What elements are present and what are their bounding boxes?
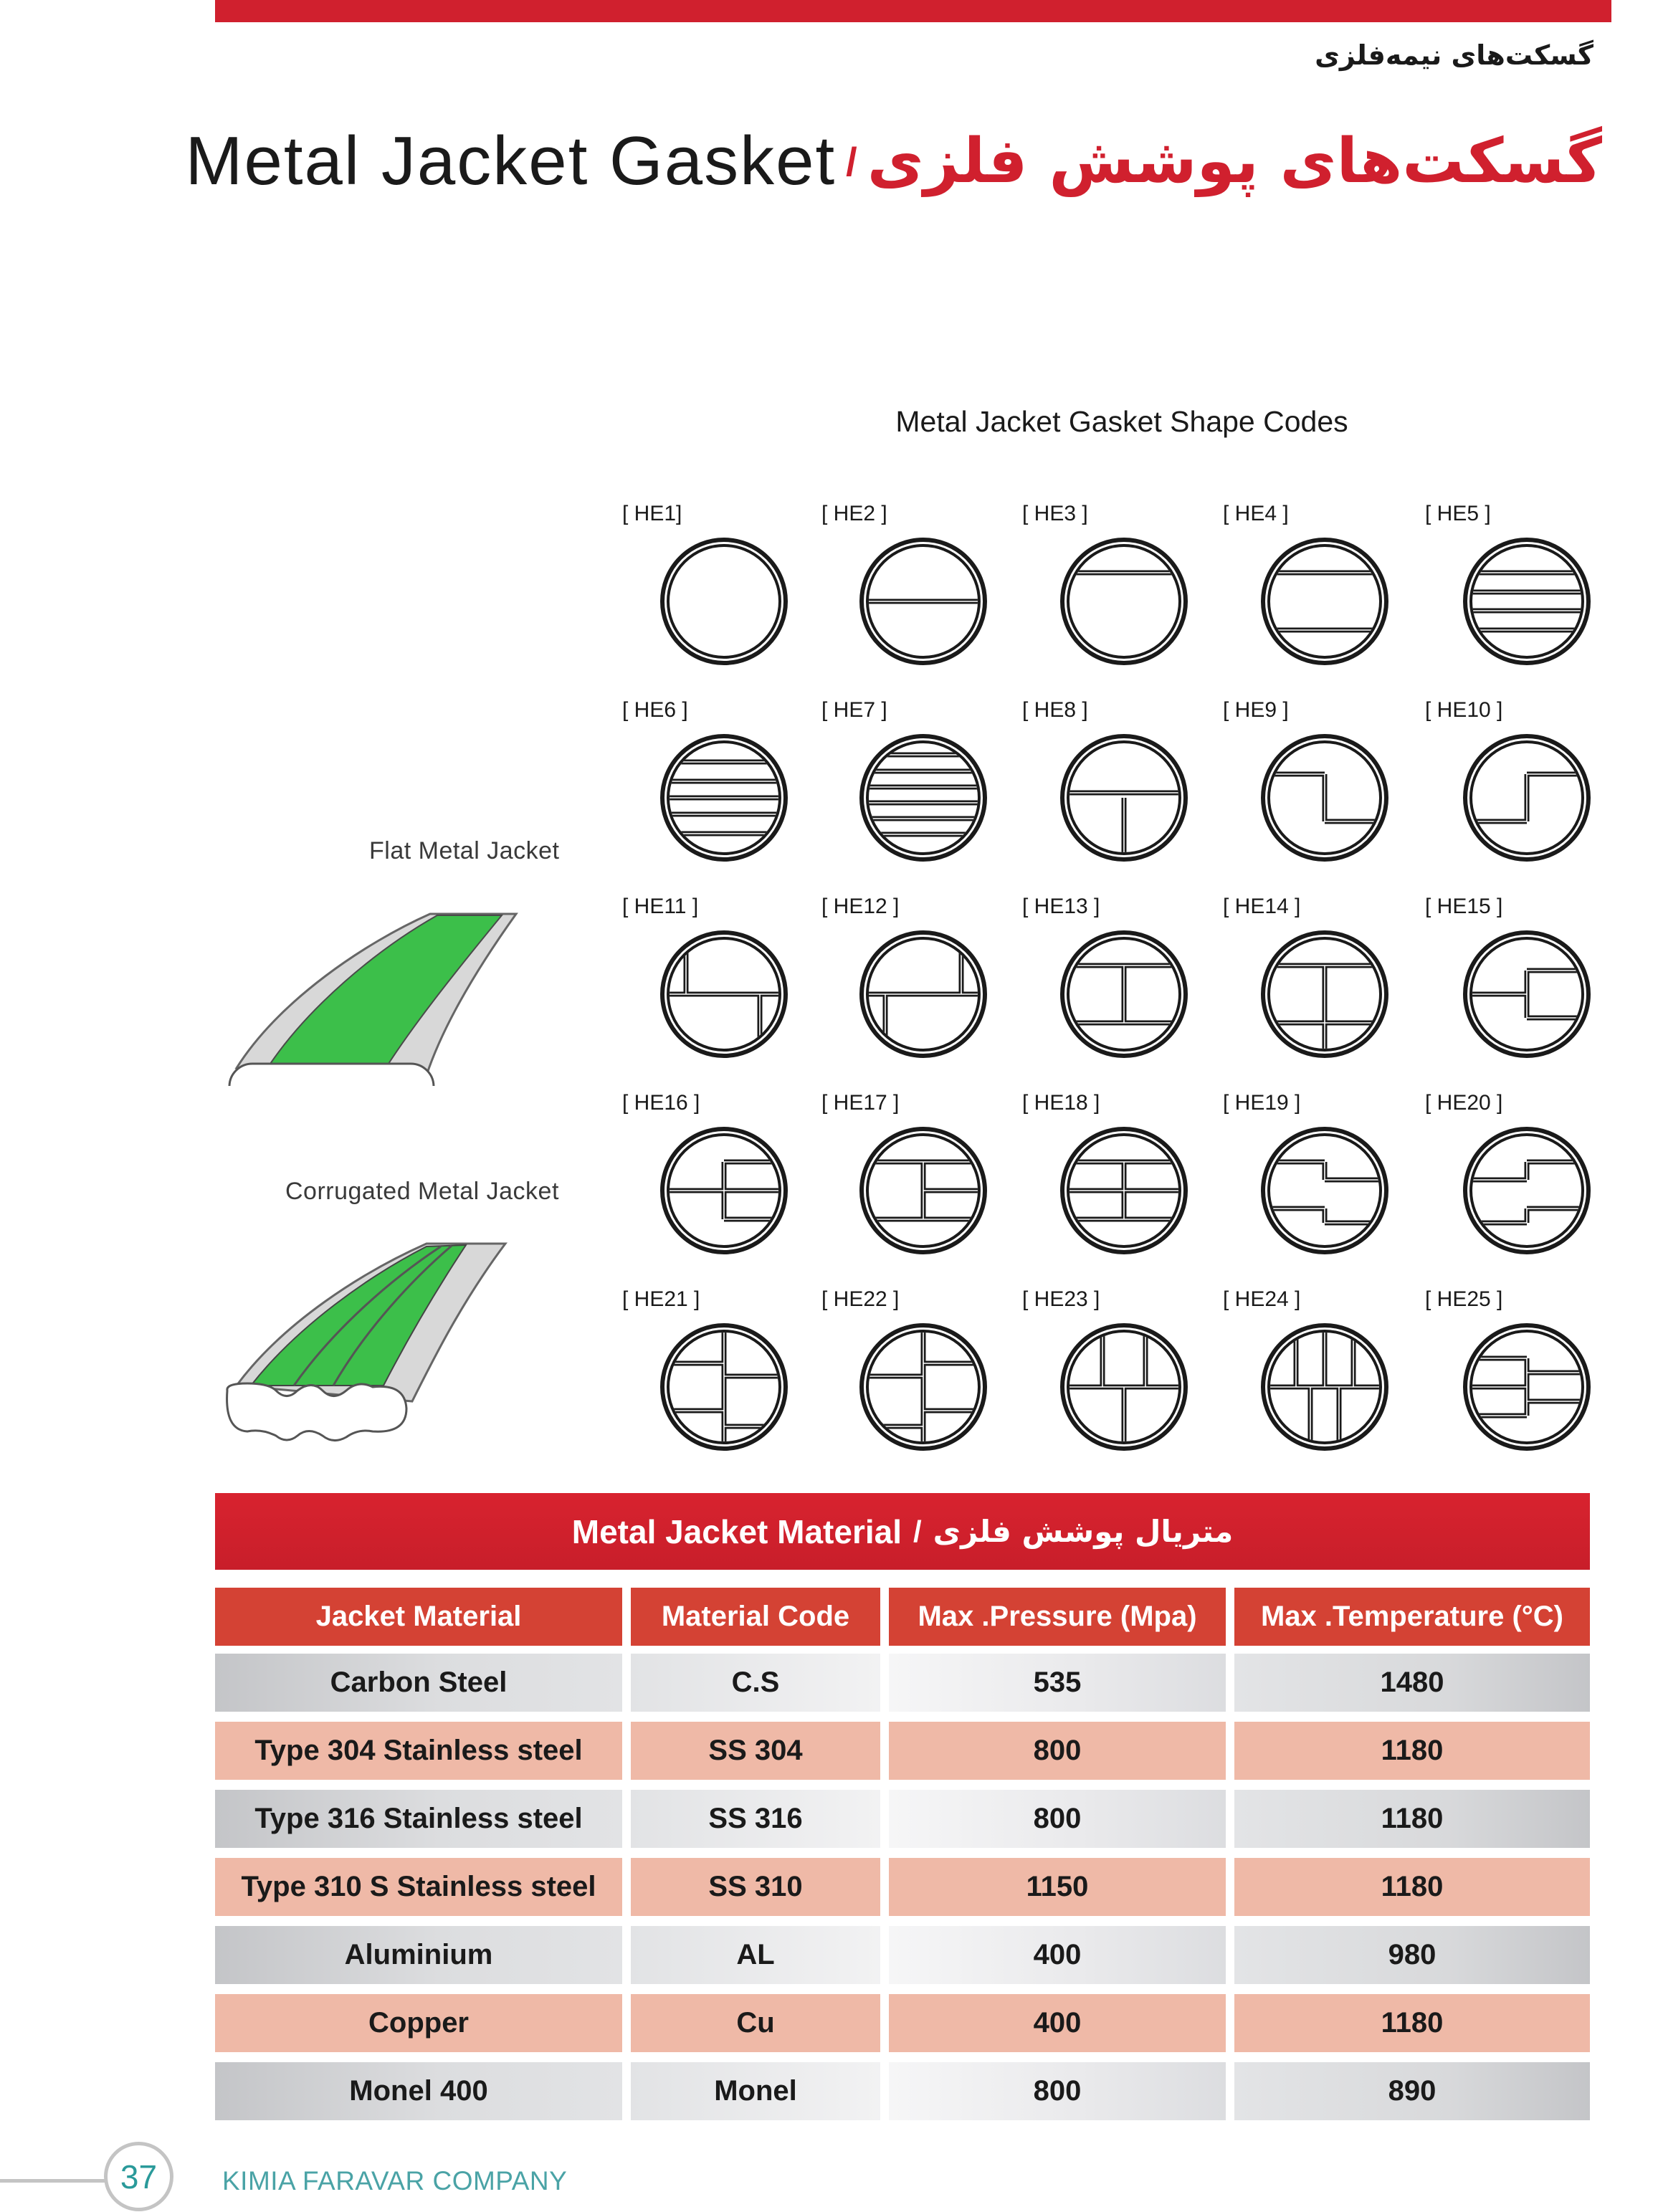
shape-codes-grid [616, 502, 1620, 1469]
gasket-cross-section-icon [1257, 1319, 1393, 1455]
materials-title-english: Metal Jacket Material [571, 1512, 902, 1550]
table-row [215, 1654, 1590, 1712]
gasket-cross-section-icon [1459, 730, 1595, 866]
table-row [215, 1926, 1590, 1984]
shape-code-cell [616, 1287, 817, 1484]
shape-codes-title: Metal Jacket Gasket Shape Codes [895, 405, 1348, 438]
cell-max-pressure: 400 [889, 1926, 1226, 1984]
shape-code-label: [ HE14 ] [1223, 895, 1301, 918]
shape-code-cell [616, 895, 817, 1091]
cell-max-temperature: 1180 [1234, 1994, 1590, 2052]
cell-max-pressure: 400 [889, 1994, 1226, 2052]
gasket-cross-section-icon [656, 1319, 792, 1455]
shape-code-cell [1016, 1287, 1217, 1484]
gasket-cross-section-icon [1257, 926, 1393, 1062]
shape-code-cell [1419, 1091, 1620, 1287]
flat-metal-jacket-illustration [222, 900, 538, 1086]
shape-code-cell [1217, 1287, 1418, 1484]
page-title-english: Metal Jacket Gasket [185, 123, 837, 199]
cell-max-pressure: 535 [889, 1654, 1226, 1712]
gasket-cross-section-icon [855, 1122, 991, 1259]
shape-code-label: [ HE9 ] [1223, 698, 1289, 722]
gasket-cross-section-icon [1459, 533, 1595, 669]
top-accent-bar [215, 0, 1611, 22]
shape-code-label: [ HE18 ] [1022, 1091, 1100, 1115]
table-row [215, 2062, 1590, 2120]
gasket-cross-section-icon [855, 533, 991, 669]
gasket-cross-section-icon [1056, 730, 1192, 866]
gasket-cross-section-icon [1257, 730, 1393, 866]
cell-jacket-material: Type 310 S Stainless steel [215, 1858, 622, 1916]
shape-code-label: [ HE25 ] [1425, 1287, 1503, 1311]
cell-material-code: Monel [631, 2062, 880, 2120]
gasket-cross-section-icon [1056, 1319, 1192, 1455]
shape-code-label: [ HE19 ] [1223, 1091, 1301, 1115]
shape-code-label: [ HE15 ] [1425, 895, 1503, 918]
table-row [215, 1722, 1590, 1780]
shape-code-label: [ HE13 ] [1022, 895, 1100, 918]
shape-code-label: [ HE3 ] [1022, 502, 1088, 525]
shape-code-cell [616, 502, 817, 698]
cell-jacket-material: Monel 400 [215, 2062, 622, 2120]
cell-max-temperature: 890 [1234, 2062, 1590, 2120]
shape-code-cell [816, 1287, 1016, 1484]
cell-max-temperature: 1180 [1234, 1790, 1590, 1848]
shape-code-label: [ HE10 ] [1425, 698, 1503, 722]
gasket-cross-section-icon [855, 730, 991, 866]
gasket-cross-section-icon [1459, 926, 1595, 1062]
page-title-persian: گسکت‌های پوشش فلزی [867, 125, 1602, 197]
materials-title-persian: متریال پوشش فلزی [933, 1514, 1234, 1549]
shape-code-label: [ HE21 ] [622, 1287, 700, 1311]
cell-jacket-material: Type 304 Stainless steel [215, 1722, 622, 1780]
shape-code-label: [ HE4 ] [1223, 502, 1289, 525]
shape-code-label: [ HE6 ] [622, 698, 688, 722]
table-row [215, 1994, 1590, 2052]
gasket-cross-section-icon [1056, 926, 1192, 1062]
page-title [185, 118, 1602, 204]
shape-code-cell [616, 1091, 817, 1287]
table-row [215, 1790, 1590, 1848]
flat-jacket-label: Flat Metal Jacket [369, 837, 560, 864]
shape-code-cell [1419, 502, 1620, 698]
column-header-max-temperature: Max .Temperature (°C) [1234, 1588, 1590, 1646]
table-header-row [215, 1588, 1590, 1646]
cell-material-code: AL [631, 1926, 880, 1984]
shape-code-cell [816, 698, 1016, 895]
cell-max-pressure: 800 [889, 1790, 1226, 1848]
shape-code-label: [ HE7 ] [821, 698, 887, 722]
cell-max-temperature: 1180 [1234, 1722, 1590, 1780]
corrugated-metal-jacket-illustration [219, 1236, 520, 1444]
shape-code-cell [1217, 895, 1418, 1091]
shape-code-cell [1419, 895, 1620, 1091]
shape-code-label: [ HE5 ] [1425, 502, 1491, 525]
cell-max-temperature: 1480 [1234, 1654, 1590, 1712]
shape-code-label: [ HE8 ] [1022, 698, 1088, 722]
gasket-cross-section-icon [1257, 1122, 1393, 1259]
column-header-jacket-material: Jacket Material [215, 1588, 622, 1646]
shape-code-cell [1217, 1091, 1418, 1287]
corrugated-jacket-label: Corrugated Metal Jacket [285, 1178, 559, 1205]
gasket-cross-section-icon [1056, 1122, 1192, 1259]
shape-code-cell [1217, 502, 1418, 698]
shape-code-cell [816, 1091, 1016, 1287]
cell-material-code: SS 310 [631, 1858, 880, 1916]
cell-material-code: SS 316 [631, 1790, 880, 1848]
shape-code-cell [616, 698, 817, 895]
shape-code-cell [816, 895, 1016, 1091]
shape-code-cell [1419, 698, 1620, 895]
materials-title-separator: / [913, 1514, 922, 1548]
cell-max-pressure: 800 [889, 2062, 1226, 2120]
shape-code-label: [ HE23 ] [1022, 1287, 1100, 1311]
gasket-cross-section-icon [855, 926, 991, 1062]
materials-table-title [215, 1493, 1590, 1570]
company-name: KIMIA FARAVAR COMPANY [222, 2166, 568, 2196]
shape-code-label: [ HE20 ] [1425, 1091, 1503, 1115]
cell-max-pressure: 1150 [889, 1858, 1226, 1916]
shape-code-cell [1217, 698, 1418, 895]
gasket-cross-section-icon [656, 533, 792, 669]
gasket-cross-section-icon [656, 926, 792, 1062]
shape-code-label: [ HE17 ] [821, 1091, 900, 1115]
page-number: 37 [104, 2142, 173, 2211]
cell-material-code: Cu [631, 1994, 880, 2052]
cell-material-code: SS 304 [631, 1722, 880, 1780]
shape-code-label: [ HE16 ] [622, 1091, 700, 1115]
cell-max-temperature: 1180 [1234, 1858, 1590, 1916]
shape-code-label: [ HE2 ] [821, 502, 887, 525]
shape-code-label: [ HE11 ] [622, 895, 699, 918]
gasket-cross-section-icon [1056, 533, 1192, 669]
gasket-cross-section-icon [1459, 1122, 1595, 1259]
gasket-cross-section-icon [1257, 533, 1393, 669]
shape-code-cell [1016, 895, 1217, 1091]
cell-jacket-material: Aluminium [215, 1926, 622, 1984]
shape-code-cell [1016, 1091, 1217, 1287]
cell-max-pressure: 800 [889, 1722, 1226, 1780]
gasket-cross-section-icon [1459, 1319, 1595, 1455]
cell-jacket-material: Copper [215, 1994, 622, 2052]
cell-jacket-material: Type 316 Stainless steel [215, 1790, 622, 1848]
section-label: گسکت‌های نیمه‌فلزی [1315, 39, 1593, 71]
footer-line [0, 2179, 106, 2183]
shape-code-cell [1419, 1287, 1620, 1484]
table-row [215, 1858, 1590, 1916]
column-header-material-code: Material Code [631, 1588, 880, 1646]
shape-code-label: [ HE24 ] [1223, 1287, 1301, 1311]
shape-code-label: [ HE12 ] [821, 895, 900, 918]
column-header-max-pressure: Max .Pressure (Mpa) [889, 1588, 1226, 1646]
cell-material-code: C.S [631, 1654, 880, 1712]
shape-code-label: [ HE1] [622, 502, 682, 525]
gasket-cross-section-icon [656, 1122, 792, 1259]
shape-code-cell [816, 502, 1016, 698]
shape-code-cell [1016, 698, 1217, 895]
gasket-cross-section-icon [656, 730, 792, 866]
gasket-cross-section-icon [855, 1319, 991, 1455]
cell-jacket-material: Carbon Steel [215, 1654, 622, 1712]
shape-code-cell [1016, 502, 1217, 698]
page-title-separator: / [846, 138, 857, 184]
cell-max-temperature: 980 [1234, 1926, 1590, 1984]
shape-code-label: [ HE22 ] [821, 1287, 900, 1311]
